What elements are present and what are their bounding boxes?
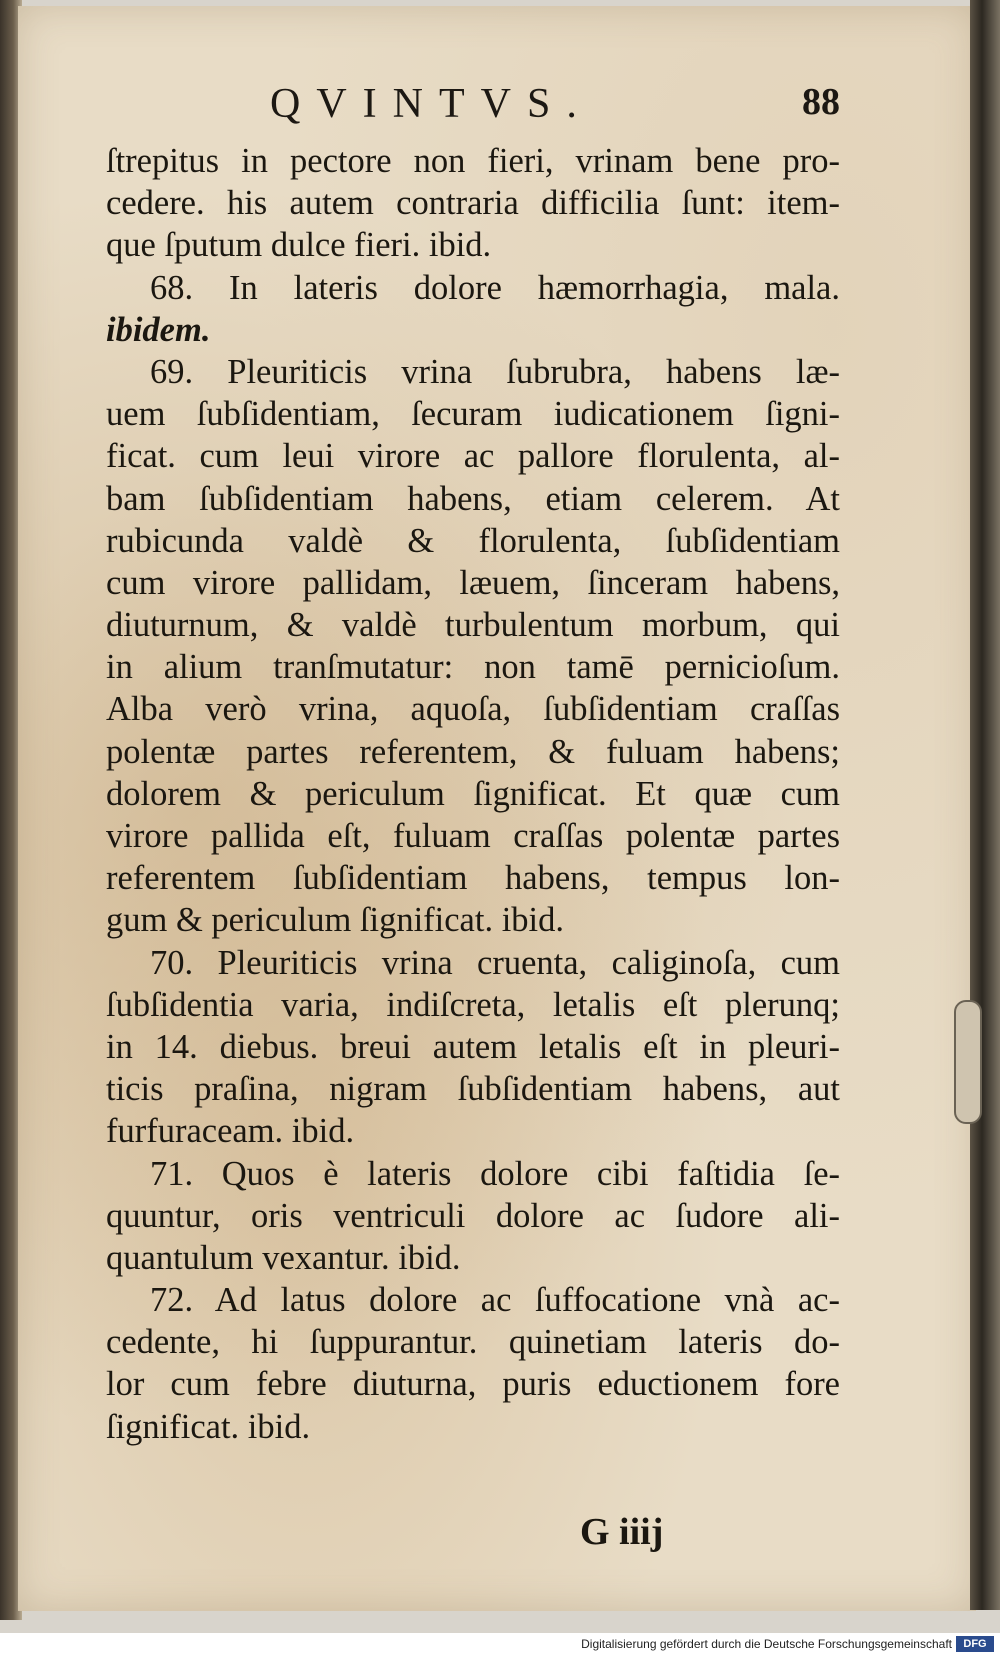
- text-line: uem ſubſidentiam, ſecuram iudicationem ſigni-: [106, 395, 840, 434]
- text-line: virore pallida eſt, fuluam craſſas polentæ partes: [106, 817, 840, 855]
- text-line: furfuraceam. ibid.: [106, 1112, 355, 1151]
- text-line: ibidem.: [106, 310, 211, 349]
- text-line: que ſputum dulce fieri. ibid.: [106, 226, 492, 265]
- body-text: [106, 140, 840, 1448]
- text-line: dolorem & periculum ſignificat. Et quæ cum: [106, 774, 840, 813]
- text-line: ſignificat. ibid.: [106, 1407, 311, 1446]
- text-line: 72. Ad latus dolore ac ſuffocatione vnà ac-: [150, 1281, 840, 1320]
- text-line: in alium tranſmutatur: non tamē pernicioſum.: [106, 648, 840, 687]
- text-line: gum & periculum ſignificat. ibid.: [106, 901, 565, 940]
- signature-mark: G iiij: [580, 1511, 664, 1553]
- funding-credit: Digitalisierung gefördert durch die Deutsche Forschungsgemeinschaft: [581, 1637, 952, 1651]
- text-line: cedere. his autem contraria difficilia ſunt: item-: [106, 184, 840, 223]
- text-line: ſubſidentia varia, indiſcreta, letalis eſt plerunq;: [106, 985, 840, 1024]
- digitization-footer: [0, 1633, 1000, 1657]
- text-line: ticis praſina, nigram ſubſidentiam habens, aut: [106, 1070, 840, 1109]
- running-head: QVINTVS.: [270, 81, 593, 127]
- text-line: bam ſubſidentiam habens, etiam celerem. At: [106, 479, 840, 518]
- book-cover-edge: [970, 0, 1000, 1610]
- text-line: cedente, hi ſuppurantur. quinetiam lateris do-: [106, 1323, 840, 1362]
- text-line: polentæ partes referentem, & fuluam habens;: [106, 732, 840, 771]
- text-line: diuturnum, & valdè turbulentum morbum, qui: [106, 606, 840, 645]
- text-line: quuntur, oris ventriculi dolore ac ſudore ali-: [106, 1196, 840, 1235]
- page-header: [270, 80, 840, 140]
- text-line: quantulum vexantur. ibid.: [106, 1238, 461, 1277]
- text-line: ficat. cum leui virore ac pallore florulenta, al-: [106, 437, 840, 476]
- text-line: rubicunda valdè & florulenta, ſubſidentiam: [106, 521, 840, 560]
- page-tab-notch: [954, 1000, 982, 1124]
- text-line: 71. Quos è lateris dolore cibi faſtidia ſe-: [150, 1154, 840, 1193]
- text-line: referentem ſubſidentiam habens, tempus lon-: [106, 859, 840, 898]
- text-line: 70. Pleuriticis vrina cruenta, caliginoſa, cum: [150, 943, 840, 982]
- dfg-logo-icon[interactable]: DFG: [956, 1636, 994, 1652]
- page-number: 88: [802, 81, 840, 123]
- text-line: Alba verò vrina, aquoſa, ſubſidentiam craſſas: [106, 690, 840, 729]
- text-line: 69. Pleuriticis vrina ſubrubra, habens læ-: [150, 352, 840, 391]
- text-line: lor cum febre diuturna, puris eductionem fore: [106, 1365, 840, 1404]
- text-line: 68. In lateris dolore hæmorrhagia, mala.: [150, 268, 840, 307]
- text-line: cum virore pallidam, læuem, ſinceram habens,: [106, 563, 840, 602]
- text-line: in 14. diebus. breui autem letalis eſt in pleuri-: [106, 1027, 840, 1066]
- text-line: ſtrepitus in pectore non fieri, vrinam bene pro-: [106, 142, 840, 180]
